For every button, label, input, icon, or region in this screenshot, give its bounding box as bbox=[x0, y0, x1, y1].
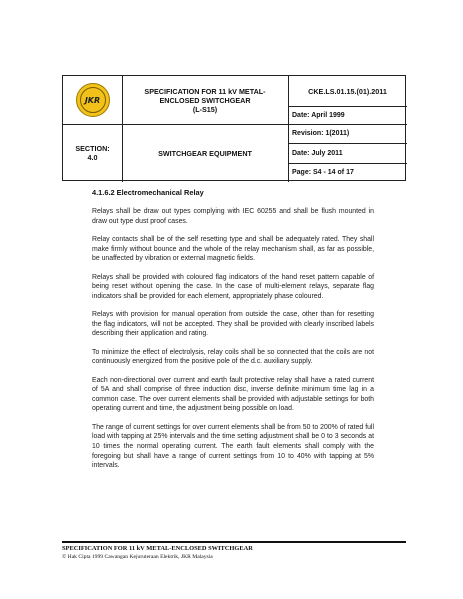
paragraph: To minimize the effect of electrolysis, relay coils shall be so connected that the coils are not continuously energized from the positive pole of the d.c. auxiliary supply. bbox=[92, 348, 374, 366]
original-date: Date: April 1999 bbox=[292, 111, 345, 119]
section-number: 4.0 bbox=[87, 153, 98, 162]
logo-text: JKR bbox=[84, 95, 101, 105]
revision: Revision: 1(2011) bbox=[292, 130, 350, 137]
logo-cell bbox=[63, 76, 122, 124]
paragraph: Each non-directional over current and earth fault protective relay shall have a rated current of 5A and shall comprise of three induction disc, inverse definite minimum time lag in a common case. The over current elements shall be provided with adjustable settings for both operating current and time, the adjustment being possible on load. bbox=[92, 376, 374, 413]
spec-title-line: SPECIFICATION FOR 11 kV METAL- bbox=[144, 86, 266, 96]
paragraph: The range of current settings for over current elements shall be from 50 to 200% of rated full load with tapping at 25% intervals and the time setting adjustment shall be 0 to 3 seconds at 10 times the normal operating current. The earth fault elements shall comply with the foregoing but shall have a range of current settings from 10 to 40% with tapping at 5% intervals. bbox=[92, 423, 374, 470]
page-number: Page: S4 - 14 of 17 bbox=[292, 169, 354, 176]
footer-title: SPECIFICATION FOR 11 kV METAL-ENCLOSED SWITCHGEAR bbox=[62, 545, 253, 552]
header-table bbox=[62, 75, 406, 181]
footer-rule bbox=[62, 541, 406, 543]
paragraph: Relay contacts shall be of the self resetting type and shall be adequately rated. They shall make firmly without bounce and the whole of the relay mechanism shall, as far as possible, be unaffected by vibration or external magnetic fields. bbox=[92, 235, 374, 263]
paragraph: Relays with provision for manual operation from outside the case, other than for resetting the flag indicators, will not be accepted. They shall be provided with clearly inscribed labels describing their application and rating. bbox=[92, 311, 374, 338]
footer bbox=[62, 545, 406, 561]
jkr-logo bbox=[76, 83, 110, 117]
spec-title-line: ENCLOSED SWITCHGEAR bbox=[159, 95, 251, 105]
section-label bbox=[63, 124, 122, 182]
revision-date: Date: July 2011 bbox=[292, 149, 343, 157]
document-code: CKE.LS.01.15.(01).2011 bbox=[308, 86, 387, 96]
section-title: SWITCHGEAR EQUIPMENT bbox=[158, 148, 252, 158]
spec-title-line: (L-S15) bbox=[192, 104, 218, 114]
paragraph: Relays shall be provided with coloured flag indicators of the hand reset pattern capable of being reset without opening the case. In the case of multi-element relays, separate flag indicators shall be provided for each element, appropriately phase coloured. bbox=[92, 273, 374, 300]
footer-copyright: © Hak Cipta 1999 Cawangan Kejuruteraan Elektrik, JKR Malaysia bbox=[62, 554, 213, 560]
section-label-text: SECTION: bbox=[75, 144, 110, 153]
subsection-heading: 4.1.6.2 Electromechanical Relay bbox=[92, 188, 204, 197]
body-content bbox=[92, 188, 374, 480]
paragraph: Relays shall be draw out types complying with IEC 60255 and shall be flush mounted in draw out type dust proof cases. bbox=[92, 208, 374, 225]
spec-title bbox=[122, 76, 288, 124]
